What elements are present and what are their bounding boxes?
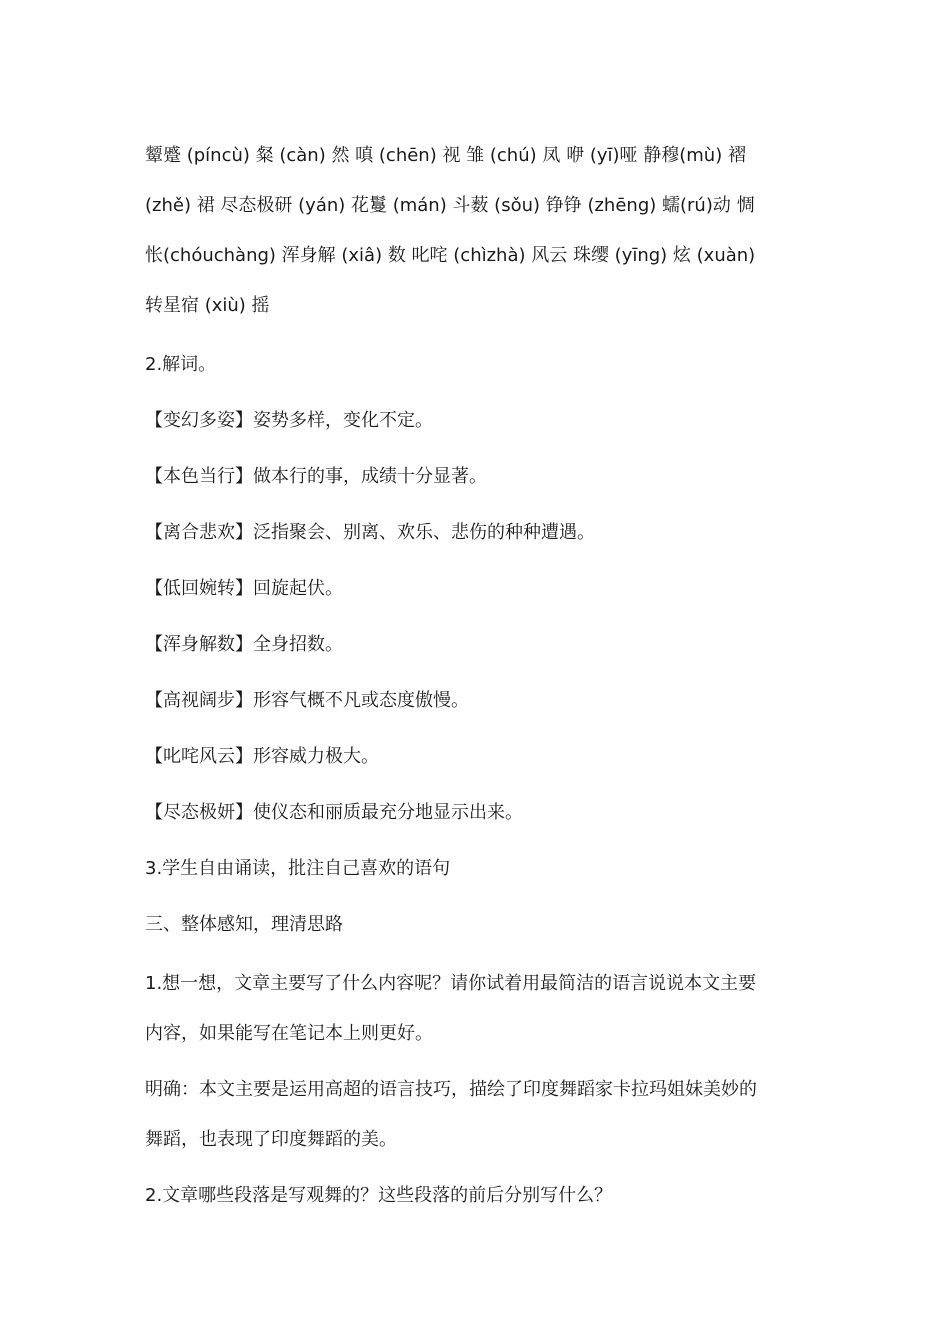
pinyin-line: 怅(chóuchàng) 浑身解 (xiâ) 数 叱咤 (chìzhà) 风云 珠缨 (yīng) 炫 (xuàn) [145,245,756,266]
definition-item: 【叱咤风云】形容威力极大。 [145,746,379,767]
document-body [145,131,805,1224]
question-line: 1.想一想，文章主要写了什么内容呢？请你试着用最简洁的语言说说本文主要 [145,973,757,994]
question-1 [145,959,805,1059]
question-line: 内容，如果能写在笔记本上则更好。 [145,1023,433,1044]
definition-item: 【离合悲欢】泛指聚会、别离、欢乐、悲伤的种种遭遇。 [145,522,595,543]
definition-item: 【浑身解数】全身招数。 [145,634,343,655]
definition-item: 【尽态极妍】使仪态和丽质最充分地显示出来。 [145,802,523,823]
answer-1 [145,1065,805,1165]
answer-line: 舞蹈，也表现了印度舞蹈的美。 [145,1129,397,1150]
question-2: 2.文章哪些段落是写观舞的？这些段落的前后分别写什么？ [145,1185,613,1206]
pinyin-paragraph [145,131,805,331]
definition-item: 【高视阔步】形容气概不凡或态度傲慢。 [145,690,469,711]
answer-line: 明确：本文主要是运用高超的语言技巧，描绘了印度舞蹈家卡拉玛姐妹美妙的 [145,1079,757,1100]
definition-list [145,393,805,841]
section-heading-reading: 3.学生自由诵读，批注自己喜欢的语句 [145,858,451,879]
pinyin-line: 转星宿 (xiù) 摇 [145,295,270,316]
definition-item: 【变幻多姿】姿势多样，变化不定。 [145,410,433,431]
definition-item: 【本色当行】做本行的事，成绩十分显著。 [145,466,487,487]
pinyin-line: (zhě) 裙 尽态极研 (yán) 花鬘 (mán) 斗薮 (sǒu) 铮铮 (zhēng) 蠕(rú)动 惆 [145,195,755,216]
part-heading: 三、整体感知，理清思路 [145,914,343,935]
pinyin-line: 颦蹙 (píncù) 粲 (càn) 然 嗔 (chēn) 视 雏 (chú) 凤 咿 (yī)哑 静穆(mù) 褶 [145,145,746,166]
section-heading-vocab: 2.解词。 [145,354,217,375]
definition-item: 【低回婉转】回旋起伏。 [145,578,343,599]
